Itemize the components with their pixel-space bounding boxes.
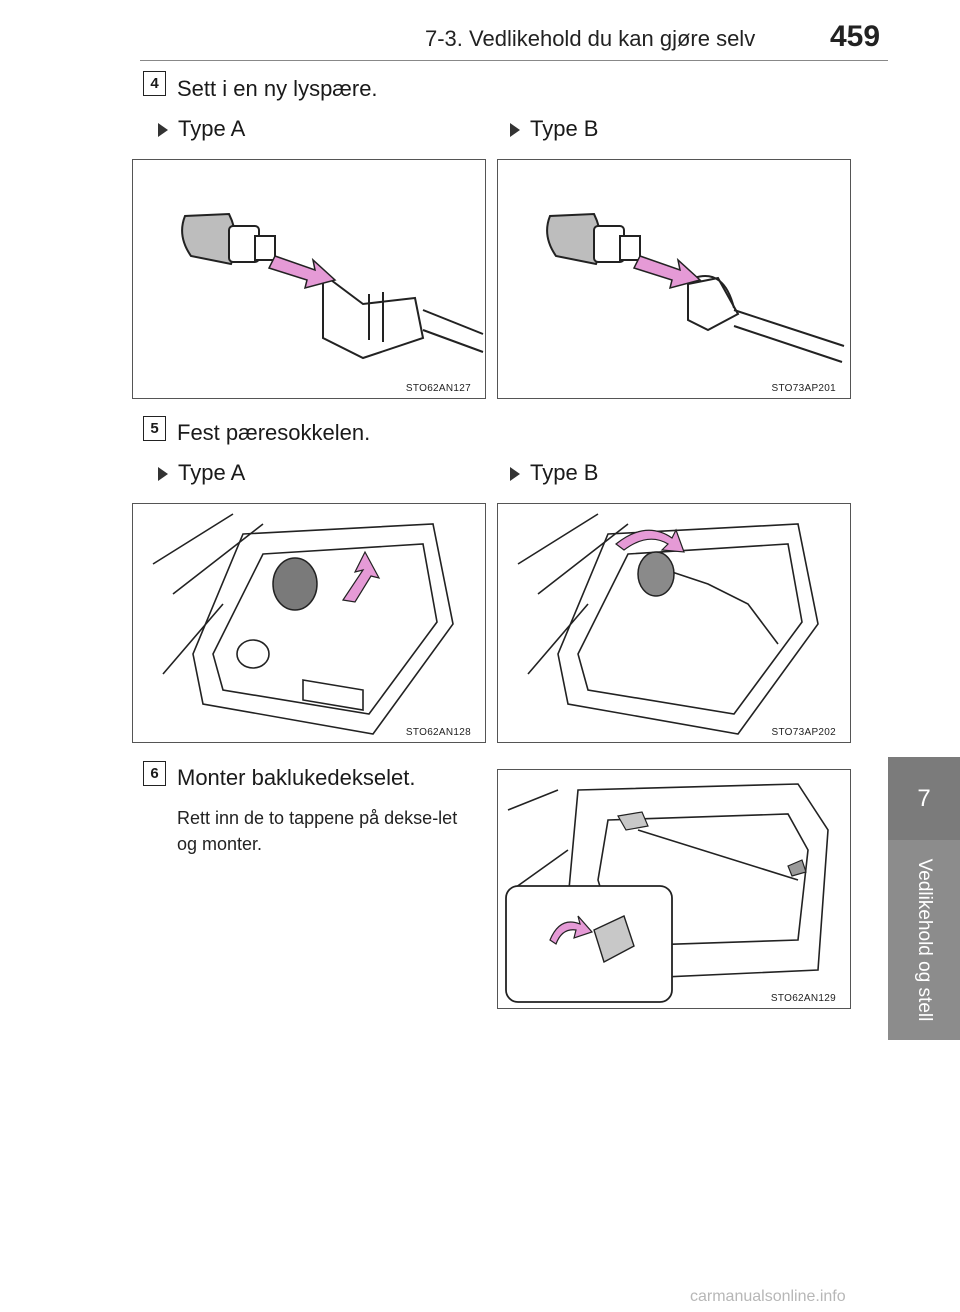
figure-code: STO73AP201 <box>771 383 836 394</box>
figure-code: STO73AP202 <box>771 727 836 738</box>
triangle-bullet-icon <box>510 467 520 481</box>
bulb-insert-illustration <box>133 160 485 398</box>
chapter-title: Vedlikehold og stell <box>914 858 935 1022</box>
section-title: 7-3. Vedlikehold du kan gjøre selv <box>425 26 756 51</box>
bulb-insert-illustration <box>498 160 850 398</box>
figure-bulb-insert-type-a <box>132 159 486 399</box>
step-number-6: 6 <box>143 761 166 786</box>
triangle-bullet-icon <box>158 123 168 137</box>
step-6-text: Monter baklukedekselet. <box>177 765 416 790</box>
triangle-bullet-icon <box>510 123 520 137</box>
figure-socket-mount-type-b <box>497 503 851 743</box>
footer-watermark: carmanualsonline.info <box>690 1288 846 1305</box>
step-number-5: 5 <box>143 416 166 441</box>
triangle-bullet-icon <box>158 467 168 481</box>
figure-bulb-insert-type-b <box>497 159 851 399</box>
step-6-detail: Rett inn de to tappene på dekse-let og monter. <box>177 808 458 854</box>
step-4-type-b-label: Type B <box>510 116 598 142</box>
socket-mount-illustration <box>498 504 850 742</box>
page-number: 459 <box>830 20 881 53</box>
socket-mount-illustration <box>133 504 485 742</box>
chapter-title-tab <box>888 840 960 1040</box>
step-5-text: Fest pæresokkelen. <box>177 420 371 445</box>
step-4-type-a-label: Type A <box>158 116 245 142</box>
step-5-type-a-label: Type A <box>158 460 245 486</box>
figure-code: STO62AN128 <box>405 727 471 738</box>
header-divider <box>140 60 888 61</box>
figure-tailgate-cover <box>497 769 851 1009</box>
step-5-type-b-label: Type B <box>510 460 598 486</box>
figure-socket-mount-type-a <box>132 503 486 743</box>
tailgate-cover-illustration <box>498 770 850 1008</box>
figure-code: STO62AN129 <box>770 993 836 1004</box>
step-4-text: Sett i en ny lyspære. <box>177 76 378 101</box>
figure-code: STO62AN127 <box>405 383 471 394</box>
step-number-4: 4 <box>143 71 166 96</box>
chapter-number-tab: 7 <box>888 757 960 840</box>
